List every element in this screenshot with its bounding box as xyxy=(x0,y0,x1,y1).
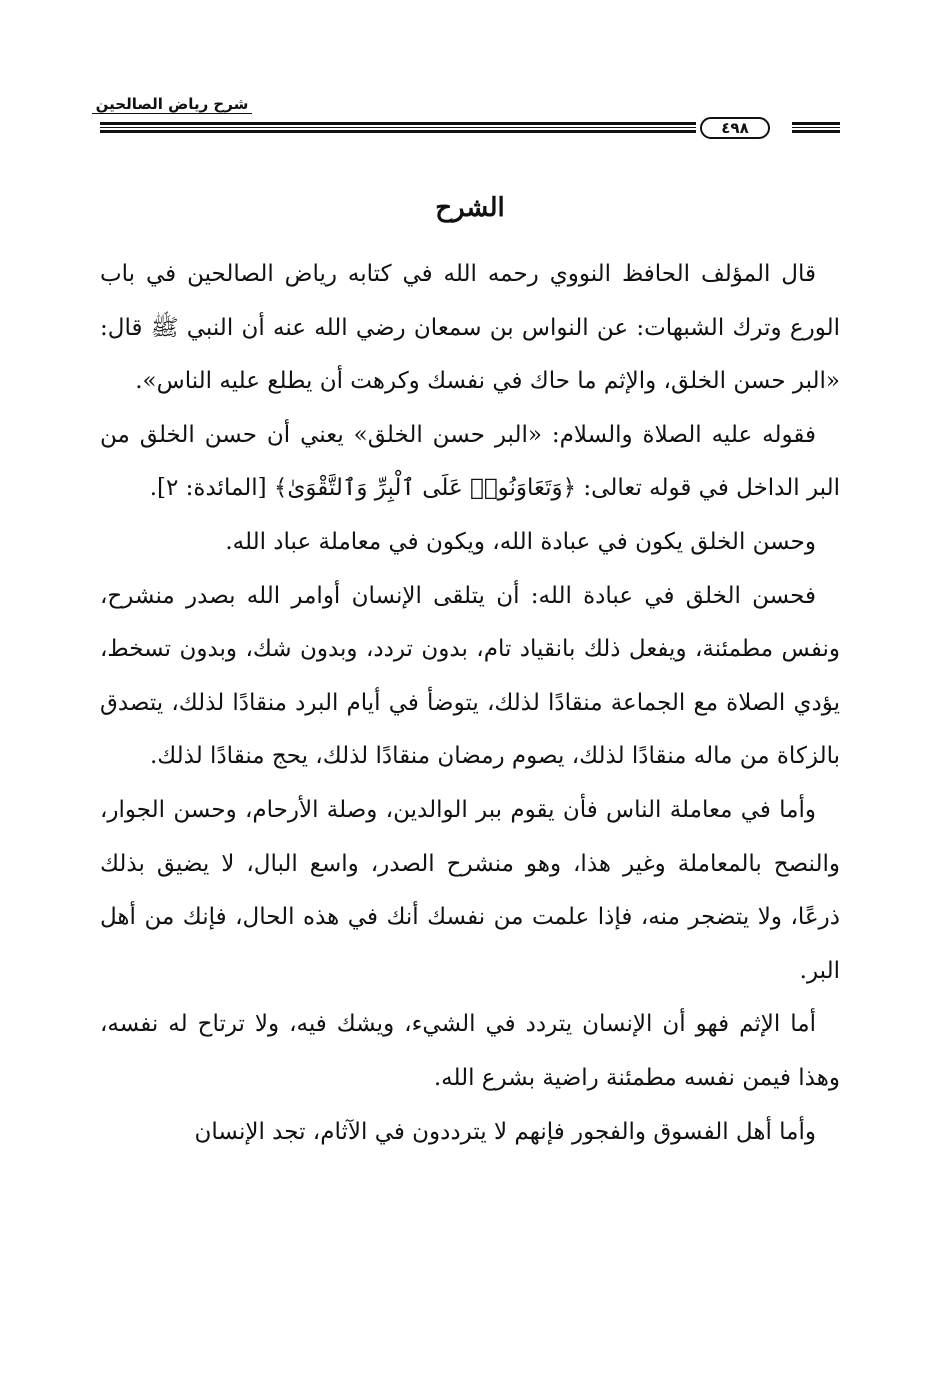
paragraph-5: وأما في معاملة الناس فأن يقوم ببر الوالدين، وصلة الأرحام، وحسن الجوار، والنصح بالمعاملة وغير هذا، وهو منشرح الصدر، واسع البال، لا يضيق بذلك ذرعًا، ولا يتضجر منه، فإذا علمت من نفسك أنك في هذه الحال، فإنك من أهل البر. xyxy=(100,796,840,984)
header-rule-left xyxy=(100,122,696,134)
section-heading: الشرح xyxy=(435,193,505,223)
paragraph-1: قال المؤلف الحافظ النووي رحمه الله في كتابه رياض الصالحين في باب الورع وترك الشبهات: عن النواس بن سمعان رضي الله عنه أن النبي ﷺ قال: «البر حسن الخلق، والإثم ما حاك في نفسك وكرهت أن يطلع عليه الناس». xyxy=(100,261,840,395)
body-text xyxy=(100,248,840,1159)
header-rule-right xyxy=(792,122,840,134)
paragraph-4: فحسن الخلق في عبادة الله: أن يتلقى الإنسان أوامر الله بصدر منشرح، ونفس مطمئنة، ويفعل ذلك بانقياد تام، بدون تردد، وبدون شك، وبدون تسخط، يؤدي الصلاة مع الجماعة منقادًا لذلك، يتوضأ في أيام البرد منقادًا لذلك، يتصدق بالزكاة من ماله منقادًا لذلك، يصوم رمضان منقادًا لذلك، يحج منقادًا لذلك. xyxy=(100,582,840,770)
paragraph-2: فقوله عليه الصلاة والسلام: «البر حسن الخلق» يعني أن حسن الخلق من البر الداخل في قوله تعالى: ﴿وَتَعَاوَنُوا۟ عَلَى ٱلْبِرِّ وَٱلتَّقْوَىٰ﴾ [المائدة: ٢]. xyxy=(100,421,840,502)
paragraph-7: وأما أهل الفسوق والفجور فإنهم لا يترددون في الآثام، تجد الإنسان xyxy=(194,1118,816,1145)
page-number: ٤٩٨ xyxy=(700,117,770,139)
paragraph-3: وحسن الخلق يكون في عبادة الله، ويكون في معاملة عباد الله. xyxy=(225,528,816,555)
header-rule xyxy=(100,117,840,139)
running-title: شرح رياض الصالحين xyxy=(92,95,252,114)
paragraph-6: أما الإثم فهو أن الإنسان يتردد في الشيء، ويشك فيه، ولا ترتاح له نفسه، وهذا فيمن نفسه مطمئنة راضية بشرع الله. xyxy=(100,1011,840,1091)
